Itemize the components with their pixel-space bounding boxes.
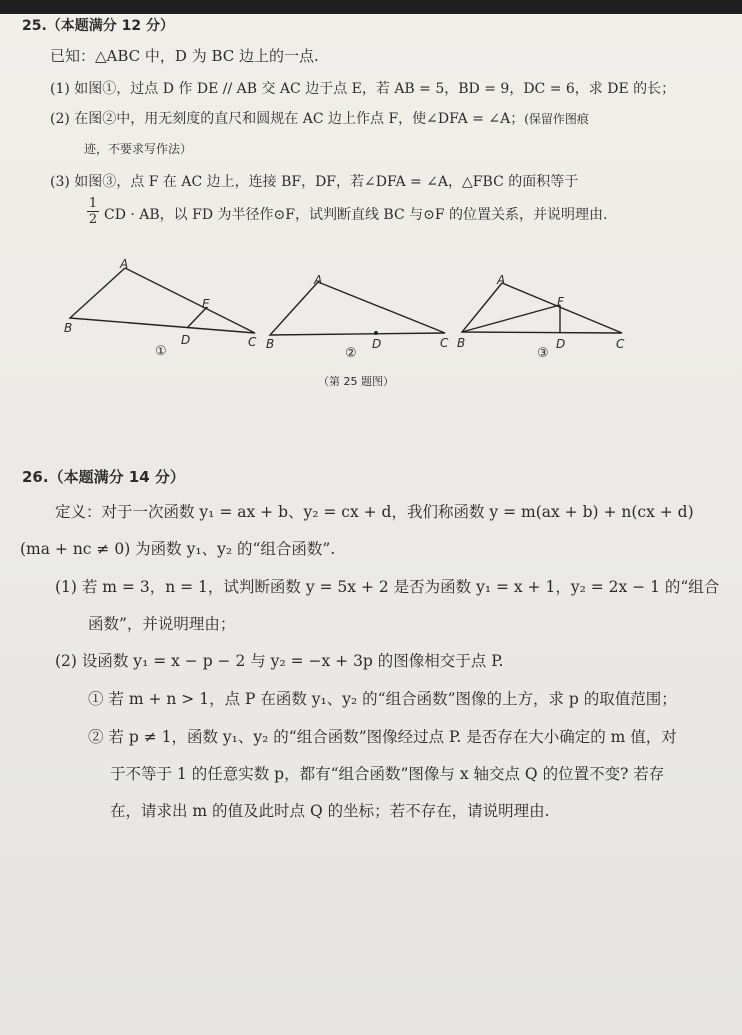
fig1-label-a: A [120,257,129,271]
q25-figure-caption: （第 25 题图） [318,375,394,388]
fig2-label-b: B [266,337,275,351]
fraction-numerator: 1 [88,196,98,211]
q25-given: 已知：△ABC 中，D 为 BC 边上的一点. [50,47,319,65]
fig2-label-c: C [440,336,449,350]
q25-part2-text: (2) 在图②中，用无刻度的直尺和圆规在 AC 边上作点 F，使∠DFA = ∠A； [50,111,525,127]
fig3-label-b: B [457,336,466,350]
q26-part2-ii-line1: ② 若 p ≠ 1，函数 y₁、y₂ 的“组合函数”图像经过点 P. 是否存在大小确定的 m 值，对 [88,728,677,746]
fig3-label-d: D [556,337,566,351]
fig2-number: ② [345,346,357,361]
q25-part1: (1) 如图①，过点 D 作 DE // AB 交 AC 边于点 E，若 AB = 5，BD = 9，DC = 6，求 DE 的长； [50,81,676,97]
fig3-number: ③ [537,346,549,361]
q25-part3-line1: (3) 如图③，点 F 在 AC 边上，连接 BF，DF，若∠DFA = ∠A，△FBC 的面积等于 [50,174,579,190]
fig1-triangle [70,268,255,333]
fig3-segment-bf [462,305,560,332]
q25-part2-note: (保留作图痕 [524,112,589,126]
q26-part1-line2: 函数”，并说明理由； [88,615,236,633]
q25-part3-line2: CD · AB，以 FD 为半径作⊙F，试判断直线 BC 与⊙F 的位置关系，并说明理由. [104,207,608,223]
q25-part2-note-cont: 迹，不要求写作法） [84,142,193,156]
q26-definition-line1: 定义：对于一次函数 y₁ = ax + b、y₂ = cx + d，我们称函数 y = m(ax + b) + n(cx + d) [55,503,694,521]
q26-part2: (2) 设函数 y₁ = x − p − 2 与 y₂ = −x + 3p 的图像相交于点 P. [55,652,504,670]
q26-part1-line1: (1) 若 m = 3，n = 1，试判断函数 y = 5x + 2 是否为函数 y₁ = x + 1，y₂ = 2x − 1 的“组合 [55,578,720,596]
fig1-label-c: C [248,335,257,349]
fig2-triangle [270,282,445,335]
fig2-label-a: A [314,273,323,287]
q26-definition-line2: (ma + nc ≠ 0) 为函数 y₁、y₂ 的“组合函数”. [20,540,336,558]
fig1-label-e: E [202,297,210,311]
fig2-label-d: D [372,337,382,351]
fig1-number: ① [155,344,167,359]
q25-header: 25.（本题满分 12 分） [22,18,175,34]
q26-header: 26.（本题满分 14 分） [22,468,185,486]
fig3-label-a: A [497,273,506,287]
q26-part2-ii-line2: 于不等于 1 的任意实数 p，都有“组合函数”图像与 x 轴交点 Q 的位置不变? 若存 [110,765,665,783]
fig3-label-c: C [616,337,625,351]
q26-part2-i: ① 若 m + n > 1，点 P 在函数 y₁、y₂ 的“组合函数”图像的上方，求 p 的取值范围； [88,690,677,708]
q26-part2-ii-line3: 在，请求出 m 的值及此时点 Q 的坐标；若不存在，请说明理由. [110,802,550,820]
fig1-label-d: D [181,333,191,347]
fig1-label-b: B [64,321,73,335]
fig3-label-f: F [557,295,564,309]
fraction-denominator: 2 [88,212,98,227]
